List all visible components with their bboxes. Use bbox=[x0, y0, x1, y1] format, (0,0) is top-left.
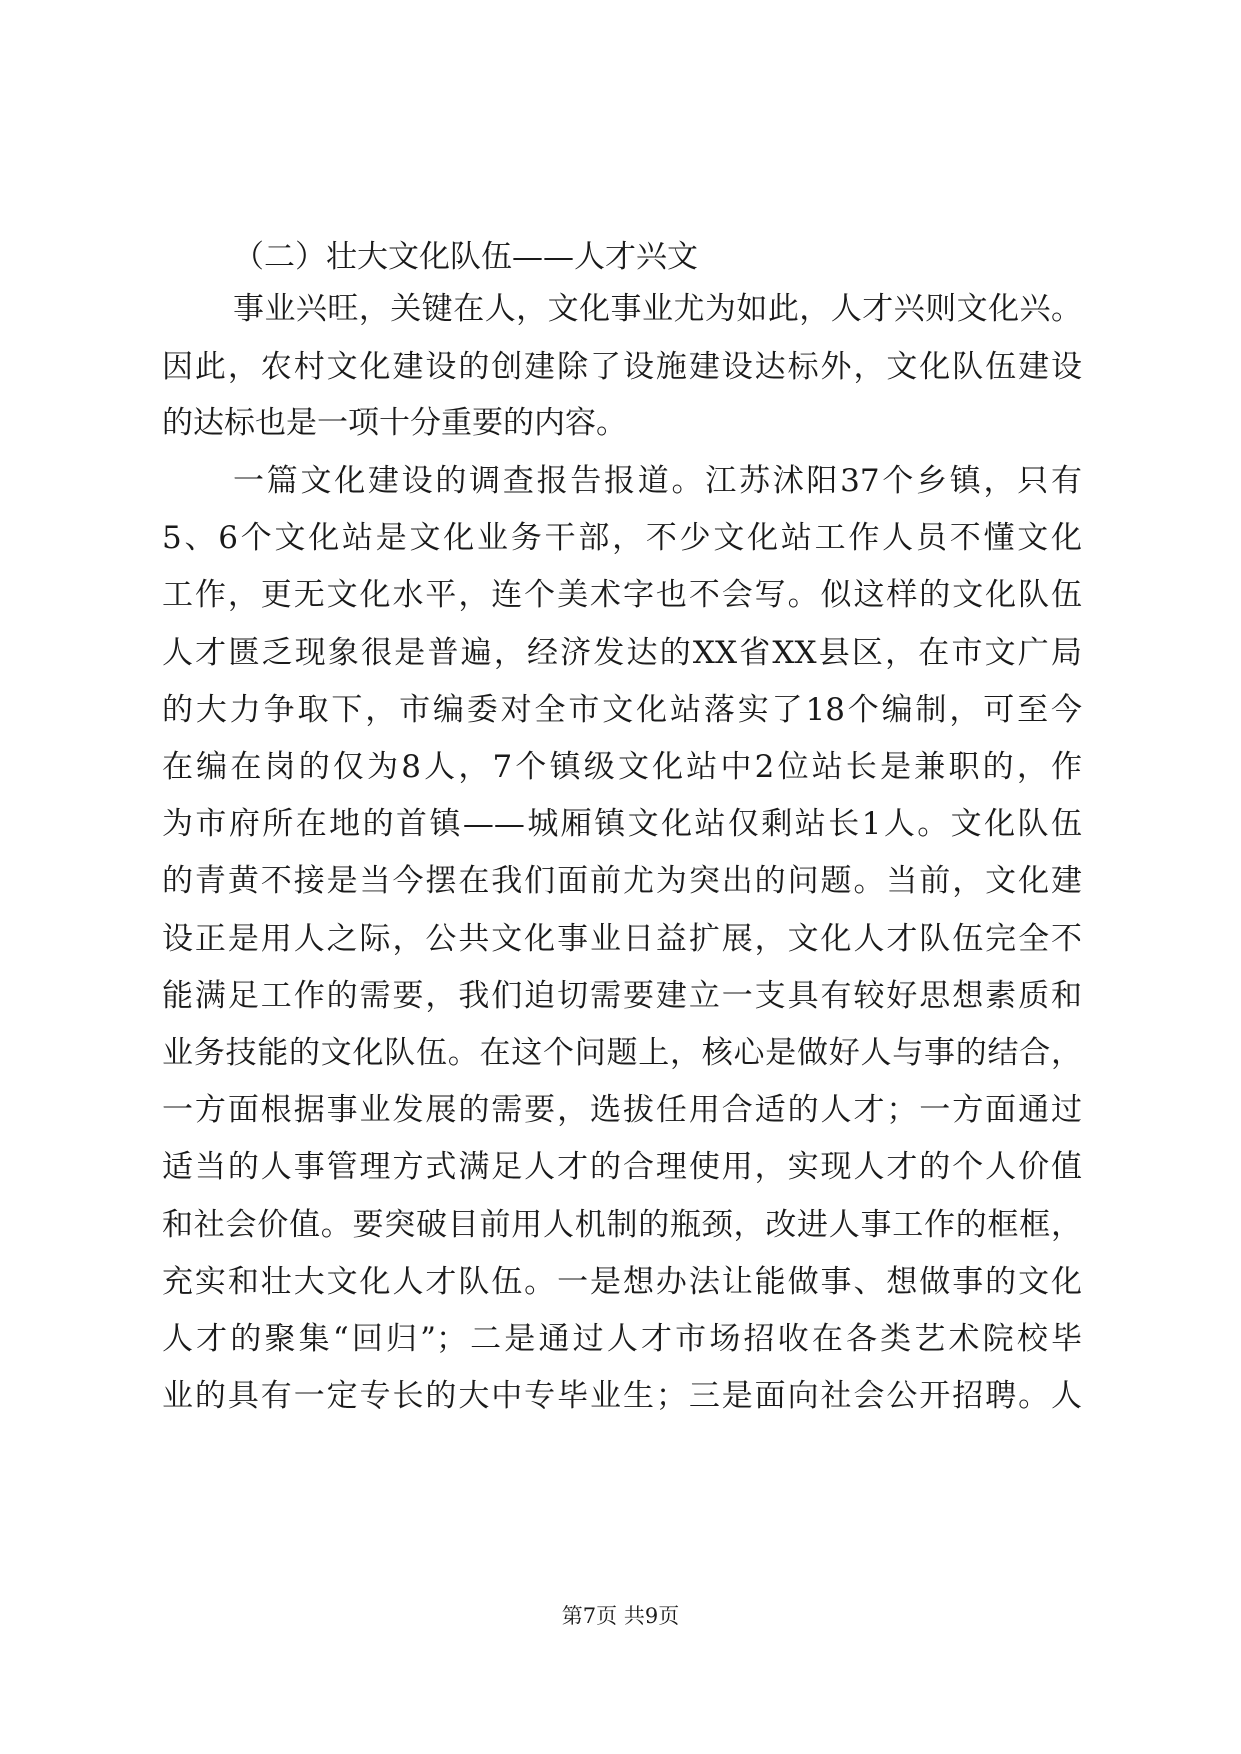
paragraph-2-line: 设正是用人之际，公共文化事业日益扩展，文化人才队伍完全不 bbox=[162, 921, 1082, 957]
paragraph-2-line: 一篇文化建设的调查报告报道。江苏沭阳37个乡镇，只有 bbox=[233, 463, 1082, 499]
paragraph-2-line: 的青黄不接是当今摆在我们面前尤为突出的问题。当前，文化建 bbox=[162, 863, 1082, 899]
paragraph-1-line: 事业兴旺，关键在人，文化事业尤为如此，人才兴则文化兴。 bbox=[233, 291, 1082, 327]
section-heading: （二）壮大文化队伍——人才兴文 bbox=[233, 239, 698, 275]
paragraph-1-line: 因此，农村文化建设的创建除了设施建设达标外，文化队伍建设 bbox=[162, 349, 1082, 385]
paragraph-2-line: 和社会价值。要突破目前用人机制的瓶颈，改进人事工作的框框， bbox=[162, 1207, 1082, 1243]
paragraph-2-line: 人才匮乏现象很是普遍，经济发达的XX省XX县区，在市文广局 bbox=[162, 635, 1082, 671]
paragraph-2-line: 业的具有一定专长的大中专毕业生；三是面向社会公开招聘。人 bbox=[162, 1378, 1082, 1414]
paragraph-2-line: 充实和壮大文化人才队伍。一是想办法让能做事、想做事的文化 bbox=[162, 1264, 1082, 1300]
paragraph-2-line: 的大力争取下，市编委对全市文化站落实了18个编制，可至今 bbox=[162, 692, 1082, 728]
paragraph-2-line: 一方面根据事业发展的需要，选拔任用合适的人才；一方面通过 bbox=[162, 1092, 1082, 1128]
paragraph-2-line: 业务技能的文化队伍。在这个问题上，核心是做好人与事的结合， bbox=[162, 1035, 1082, 1071]
paragraph-2-line: 为市府所在地的首镇——城厢镇文化站仅剩站长1人。文化队伍 bbox=[162, 806, 1082, 842]
paragraph-2-line: 适当的人事管理方式满足人才的合理使用，实现人才的个人价值 bbox=[162, 1149, 1082, 1185]
paragraph-2-line: 人才的聚集“回归”；二是通过人才市场招收在各类艺术院校毕 bbox=[162, 1321, 1082, 1357]
paragraph-2-line: 能满足工作的需要，我们迫切需要建立一支具有较好思想素质和 bbox=[162, 978, 1082, 1014]
paragraph-1-line: 的达标也是一项十分重要的内容。 bbox=[162, 405, 627, 441]
paragraph-2-line: 5、6个文化站是文化业务干部，不少文化站工作人员不懂文化 bbox=[162, 520, 1082, 556]
page-number-footer: 第7页 共9页 bbox=[561, 1604, 680, 1628]
paragraph-2-line: 在编在岗的仅为8人，7个镇级文化站中2位站长是兼职的，作 bbox=[162, 749, 1082, 785]
paragraph-2-line: 工作，更无文化水平，连个美术字也不会写。似这样的文化队伍 bbox=[162, 577, 1082, 613]
